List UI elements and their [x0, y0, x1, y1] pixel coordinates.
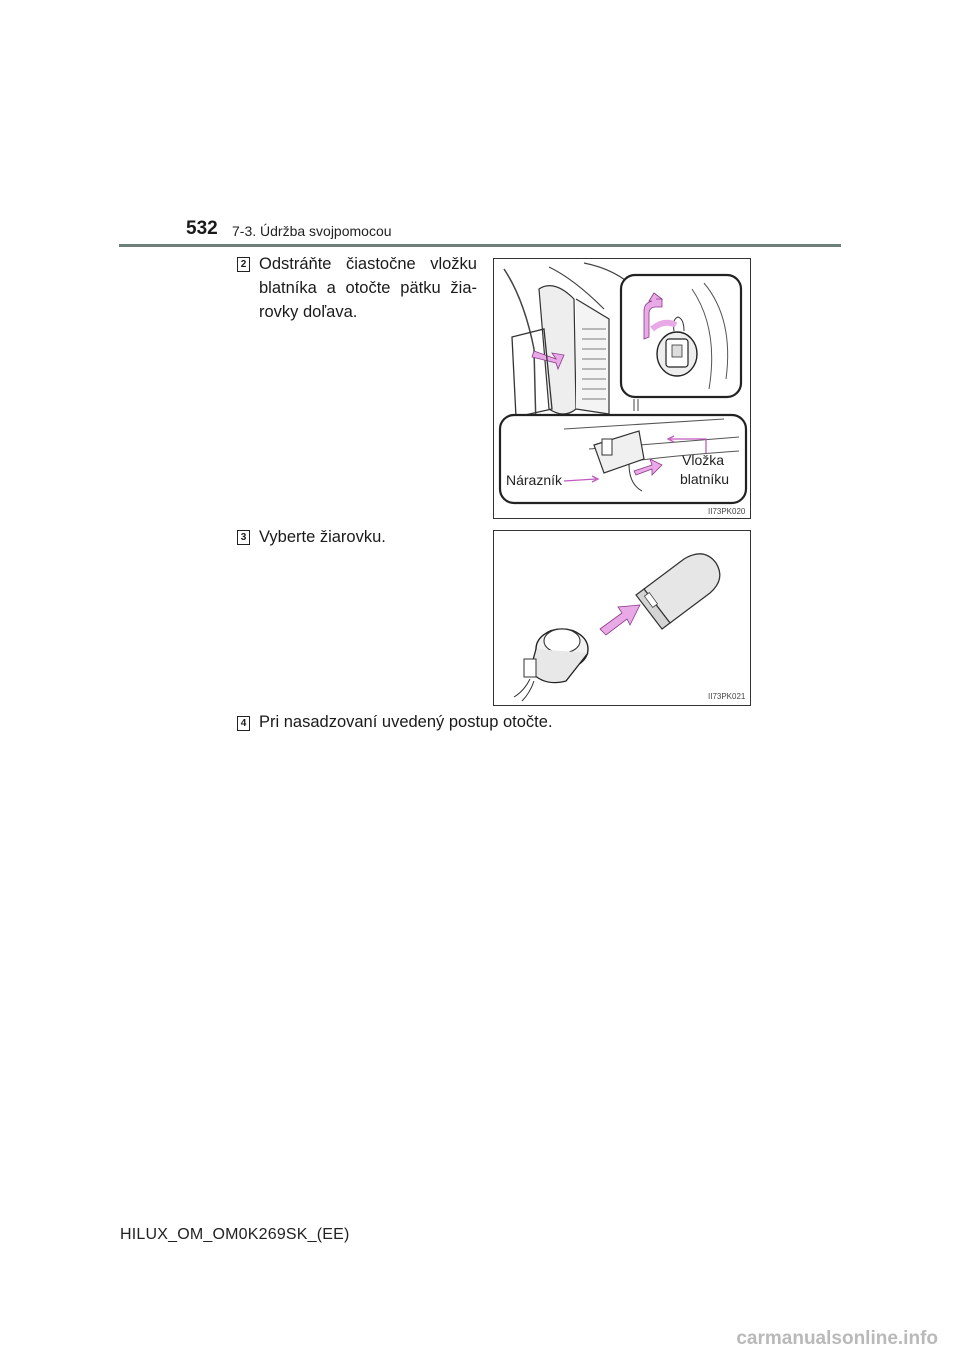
figure-bulb-socket-removal — [493, 258, 751, 519]
label-liner-line-1: Vložka — [682, 452, 725, 468]
figure-code-1: II73PK020 — [708, 507, 746, 516]
label-liner-line-2: blatníku — [680, 471, 730, 487]
watermark: carmanualsonline.info — [736, 1328, 938, 1349]
figure-bulb-removal — [493, 530, 751, 706]
footer-doc-id: HILUX_OM_OM0K269SK_(EE) — [120, 1226, 350, 1243]
step-badge-3: 3 — [237, 530, 250, 545]
step-3-text: Vyberte žiarovku. — [259, 528, 386, 546]
page-number: 532 — [186, 218, 218, 239]
step-2-line-2: blatníka a otočte pätku žia- — [259, 279, 477, 297]
step-badge-2: 2 — [237, 257, 250, 272]
header-rule — [119, 244, 841, 247]
step-badge-4: 4 — [237, 716, 250, 731]
section-title: 7-3. Údržba svojpomocou — [232, 223, 392, 239]
figure-code-2: II73PK021 — [708, 692, 746, 701]
step-2-line-3: rovky doľava. — [259, 303, 358, 321]
step-2-text — [259, 252, 477, 324]
step-4-text: Pri nasadzovaní uvedený postup otočte. — [259, 713, 553, 731]
label-bumper: Nárazník — [506, 472, 563, 488]
step-2-line-1: Odstráňte čiastočne vložku — [259, 255, 477, 273]
